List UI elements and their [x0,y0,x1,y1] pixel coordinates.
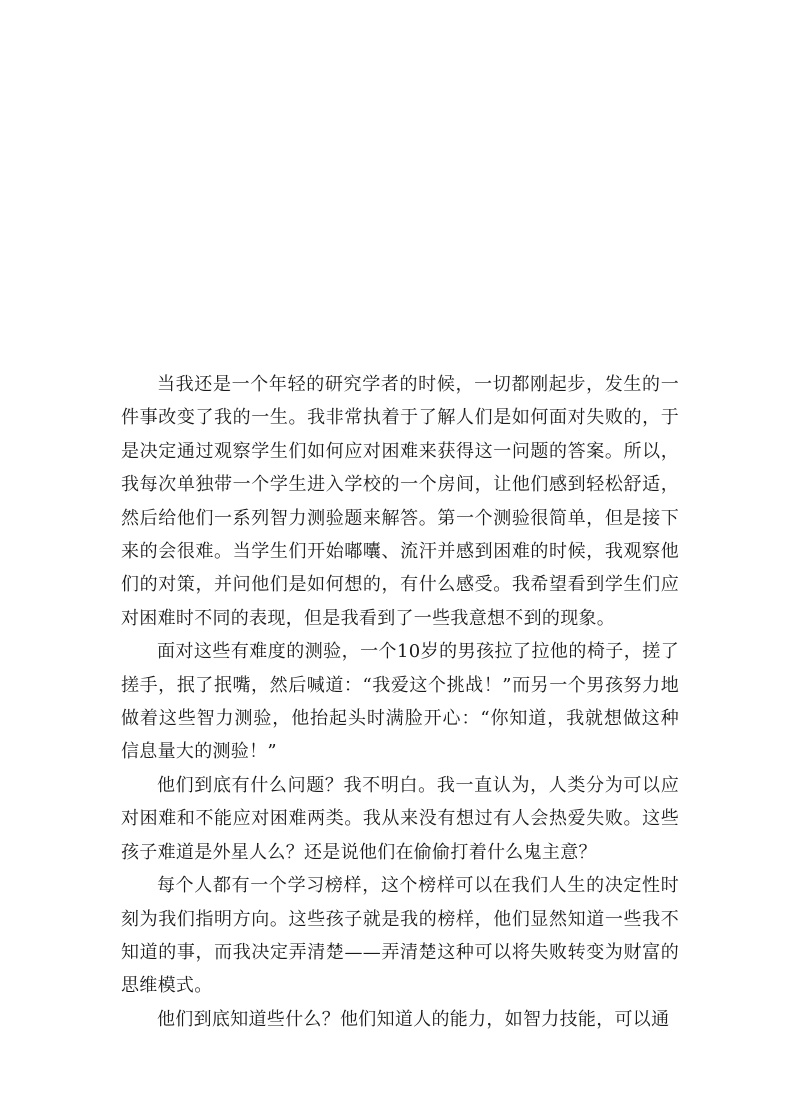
paragraph: 每个人都有一个学习榜样，这个榜样可以在我们人生的决定性时刻为我们指明方向。这些孩子就是我的榜样，他们显然知道一些我不知道的事，而我决定弄清楚——弄清楚这种可以将失败转变为财富的思维模式。 [121,875,679,997]
body-text [121,368,679,1036]
paragraph: 他们到底有什么问题？我不明白。我一直认为，人类分为可以应对困难和不能应对困难两类。我从来没有想过有人会热爱失败。这些孩子难道是外星人么？还是说他们在偷偷打着什么鬼主意？ [121,774,679,863]
paragraph: 当我还是一个年轻的研究学者的时候，一切都刚起步，发生的一件事改变了我的一生。我非常执着于了解人们是如何面对失败的，于是决定通过观察学生们如何应对困难来获得这一问题的答案。所以，我每次单独带一个学生进入学校的一个房间，让他们感到轻松舒适，然后给他们一系列智力测验题来解答。第一个测验很简单，但是接下来的会很难。当学生们开始嘟囔、流汗并感到困难的时候，我观察他们的对策，并问他们是如何想的，有什么感受。我希望看到学生们应对困难时不同的表现，但是我看到了一些我意想不到的现象。 [121,374,679,629]
paragraph: 他们到底知道些什么？他们知道人的能力，如智力技能，可以通 [157,1008,670,1030]
paragraph: 面对这些有难度的测验，一个10岁的男孩拉了拉他的椅子，搓了搓手，抿了抿嘴，然后喊道：“我爱这个挑战！”而另一个男孩努力地做着这些智力测验，他抬起头时满脸开心：“你知道，我就想做这种信息量大的测验！” [121,641,679,763]
